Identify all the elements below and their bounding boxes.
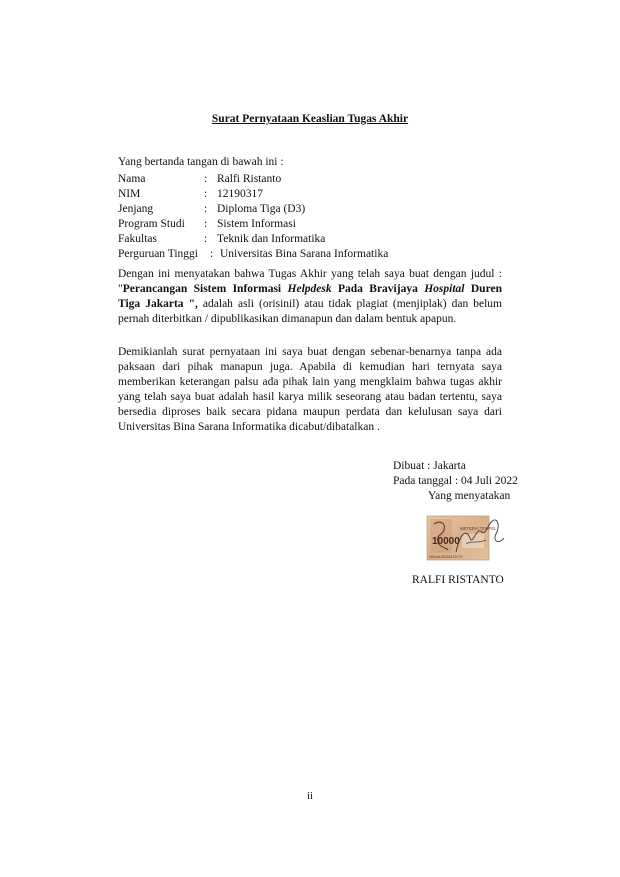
field-colon: : <box>204 187 208 200</box>
signature-role: Yang menyatakan <box>428 489 511 502</box>
field-colon: : <box>210 247 214 260</box>
field-colon: : <box>204 173 208 185</box>
field-label: Nama <box>118 173 146 185</box>
thesis-title-italic: Helpdesk <box>287 282 332 295</box>
thesis-title-part: Duren Tiga Jakarta ", <box>118 282 502 310</box>
field-label: Program Studi <box>118 217 185 230</box>
field-value: Ralfi Ristanto <box>217 173 282 185</box>
field-value: Universitas Bina Sarana Informatika <box>220 247 389 260</box>
field-fakultas-row <box>118 232 388 247</box>
signer-name: RALFI RISTANTO <box>412 574 504 586</box>
stamp-serial: 5B9AAJX536472270 <box>429 555 463 559</box>
thesis-title-italic: Hospital <box>424 282 465 295</box>
signature-block <box>393 459 518 504</box>
field-label: Jenjang <box>118 202 154 215</box>
stamp-label: METERAI TEMPEL <box>460 526 497 531</box>
field-jenjang-row <box>118 202 388 217</box>
field-label: Perguruan Tinggi <box>118 247 198 260</box>
identity-table <box>118 172 388 261</box>
thesis-title-part: Pada Bravijaya <box>331 282 425 295</box>
field-name-row <box>118 172 388 187</box>
field-colon: : <box>204 217 208 230</box>
field-value: Diploma Tiga (D3) <box>217 202 306 215</box>
document-title: Surat Pernyataan Keaslian Tugas Akhir <box>211 113 409 125</box>
field-value: Teknik dan Informatika <box>217 232 326 245</box>
signature-date: Pada tanggal : 04 Juli 2022 <box>393 474 518 487</box>
stamp-amount: 10000 <box>432 536 460 547</box>
signature-place: Dibuat : Jakarta <box>393 460 466 472</box>
page-number: ii <box>306 790 314 802</box>
field-label: Fakultas <box>118 232 157 245</box>
closing-paragraph: Demikianlah surat pernyataan ini saya buat dengan sebenar-benarnya tanpa ada paksaan dari pihak manapun juga. Apabila di kemudian hari ternyata saya memberikan keterangan palsu ada pihak lain yang mengklaim bahwa tugas akhir yang telah saya buat adalah hasil karya milik seseorang atau badan tertentu, saya bersedia diproses baik secara pidana maupun perdata dan kelulusan saya dari Universitas Bina Sarana Informatika dicabut/dibatalkan . <box>118 346 502 433</box>
field-nim-row <box>118 187 388 202</box>
field-value: 12190317 <box>217 187 263 200</box>
field-value: Sistem Informasi <box>217 217 296 230</box>
declaration-paragraph <box>118 267 502 327</box>
field-colon: : <box>204 202 208 215</box>
field-program-studi-row <box>118 217 388 232</box>
paragraph-lead: Dengan ini menyatakan bahwa Tugas Akhir yang telah saya buat dengan judul : " <box>118 268 502 295</box>
paragraph-rest: adalah asli (orisinil) atau tidak plagiat (menjiplak) dan belum pernah diterbitkan / dipublikasikan dimanapun dan dalam bentuk apapun. <box>118 297 502 325</box>
intro-text: Yang bertanda tangan di bawah ini : <box>118 156 284 168</box>
thesis-title-part: Perancangan Sistem Informasi <box>122 282 288 295</box>
field-perguruan-tinggi-row <box>118 247 388 262</box>
field-colon: : <box>204 232 208 245</box>
duty-stamp-signature-icon <box>426 514 506 566</box>
field-label: NIM <box>118 187 141 200</box>
